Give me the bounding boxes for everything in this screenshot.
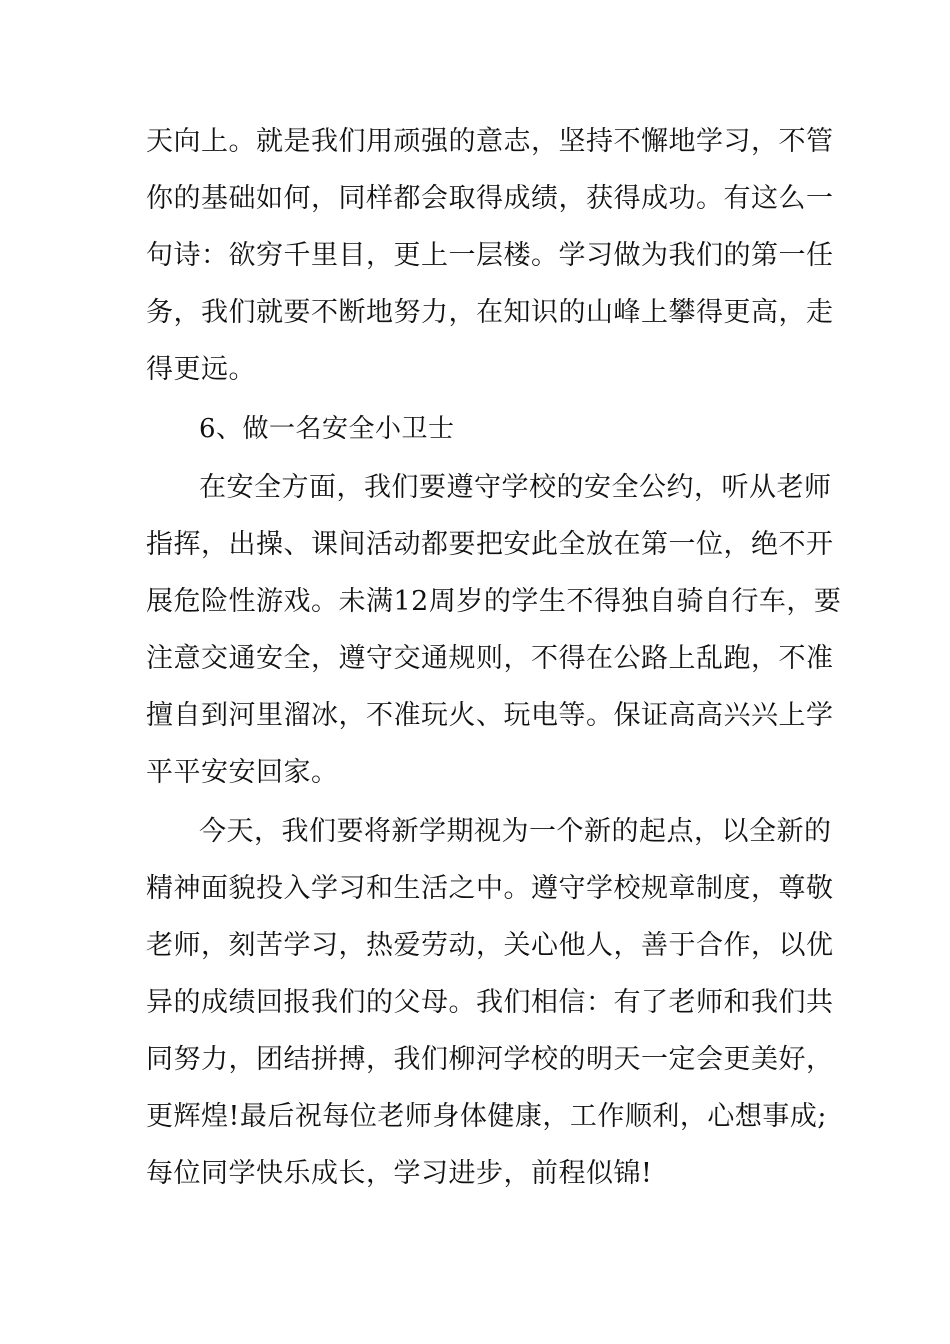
section-heading: 6、做一名安全小卫士 <box>199 414 455 444</box>
paragraph-line: 你的基础如何，同样都会取得成绩，获得成功。有这么一 <box>146 183 834 214</box>
paragraph-line: 今天，我们要将新学期视为一个新的起点，以全新的 <box>199 816 832 847</box>
paragraph-line: 精神面貌投入学习和生活之中。遵守学校规章制度，尊敬 <box>146 873 834 904</box>
paragraph-line: 平平安安回家。 <box>146 757 339 788</box>
paragraph-line: 展危险性游戏。未满12周岁的学生不得独自骑自行车，要 <box>146 586 842 617</box>
paragraph-line: 注意交通安全，遵守交通规则，不得在公路上乱跑，不准 <box>146 643 834 674</box>
paragraph-line: 句诗：欲穷千里目，更上一层楼。学习做为我们的第一任 <box>146 240 834 271</box>
paragraph-line: 天向上。就是我们用顽强的意志，坚持不懈地学习，不管 <box>146 126 834 157</box>
paragraph-line: 老师，刻苦学习，热爱劳动，关心他人，善于合作，以优 <box>146 930 834 961</box>
paragraph-line: 同努力，团结拼搏，我们柳河学校的明天一定会更美好， <box>146 1044 834 1075</box>
paragraph-line: 每位同学快乐成长，学习进步，前程似锦! <box>146 1158 653 1189</box>
paragraph-line: 在安全方面，我们要遵守学校的安全公约，听从老师 <box>199 472 832 503</box>
paragraph-line: 更辉煌!最后祝每位老师身体健康，工作顺利，心想事成; <box>146 1101 827 1132</box>
paragraph-line: 擅自到河里溜冰，不准玩火、玩电等。保证高高兴兴上学 <box>146 700 834 731</box>
paragraph-line: 得更远。 <box>146 354 256 385</box>
paragraph-line: 务，我们就要不断地努力，在知识的山峰上攀得更高，走 <box>146 297 834 328</box>
paragraph-line: 异的成绩回报我们的父母。我们相信：有了老师和我们共 <box>146 987 834 1018</box>
paragraph-line: 指挥，出操、课间活动都要把安此全放在第一位，绝不开 <box>146 529 834 560</box>
